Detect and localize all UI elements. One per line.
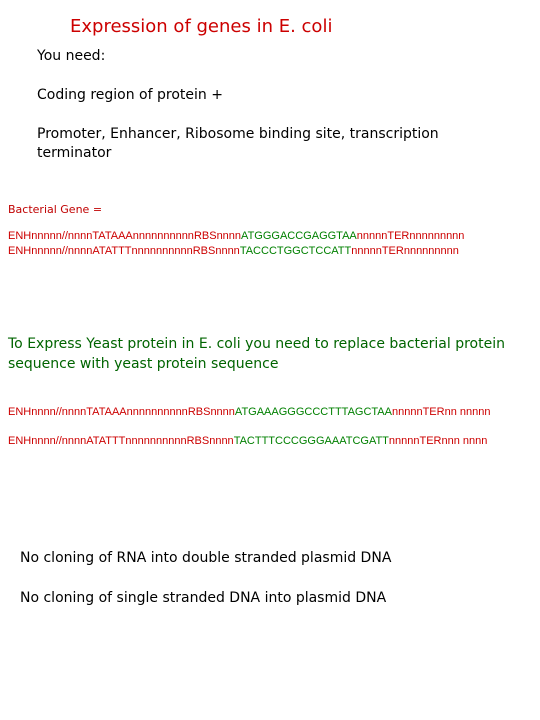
seq-tata: TATAAA <box>92 230 133 242</box>
seq-ter: TER <box>381 245 404 257</box>
express-yeast-text: To Express Yeast protein in E. coli you need to replace bacterial protein sequence with yeast protein sequence <box>8 336 505 372</box>
no-cloning-rna-text: No cloning of RNA into double stranded plasmid DNA <box>20 550 392 566</box>
seq-segment: nnnnn <box>391 406 423 418</box>
seq-rbs: RBS <box>192 245 216 257</box>
seq-segment: nnnn <box>210 406 235 418</box>
seq-segment: nnn nnnn <box>441 435 488 447</box>
seq-coding: TACCCTGGCTCCATT <box>239 245 352 257</box>
seq-segment: nnnnn <box>356 230 388 242</box>
coding-region-text: Coding region of protein + <box>37 87 223 103</box>
seq-segment: nnnnn <box>388 435 420 447</box>
seq-ter: TER <box>419 435 442 447</box>
seq-rbs: RBS <box>186 435 210 447</box>
seq-segment: ENHnnnnn//nnnn <box>8 245 93 257</box>
seq-segment: nnnnn <box>351 245 382 257</box>
seq-segment: nnnn <box>209 435 234 447</box>
promoter-text: Promoter, Enhancer, Ribosome binding site, transcription terminator <box>37 126 439 161</box>
seq-segment: nnnnnnnnnn <box>125 435 187 447</box>
seq-ter: TER <box>422 406 445 418</box>
seq-segment: nnnnnnnnnn <box>126 406 188 418</box>
yeast-sequence-2 <box>8 434 540 449</box>
seq-segment: nnnnnnnnn <box>403 245 459 257</box>
seq-rbs: RBS <box>193 230 217 242</box>
seq-ter: TER <box>387 230 410 242</box>
seq-segment: nn nnnnn <box>444 406 491 418</box>
slide-title: Expression of genes in E. coli <box>70 16 333 37</box>
seq-tata: ATATTT <box>86 435 126 447</box>
seq-coding: ATGAAAGGGCCCTTTAGCTAA <box>234 406 392 418</box>
seq-segment: nnnn <box>216 230 242 242</box>
seq-segment: ENHnnnn//nnnn <box>8 435 87 447</box>
seq-segment: nnnnnnnnnn <box>131 245 193 257</box>
seq-tata: TATAAA <box>86 406 127 418</box>
seq-segment: ENHnnnn//nnnn <box>8 406 87 418</box>
seq-segment: nnnnnnnnn <box>409 230 465 242</box>
seq-segment: nnnnnnnnnn <box>132 230 194 242</box>
seq-segment: nnnn <box>215 245 240 257</box>
bacterial-sequence-2 <box>8 244 459 259</box>
bacterial-sequence-1 <box>8 229 464 244</box>
seq-segment: ENHnnnnn//nnnn <box>8 230 93 242</box>
bacterial-gene-label: Bacterial Gene = <box>8 203 103 216</box>
seq-coding: TACTTTCCCGGGAAATCGATT <box>233 435 389 447</box>
no-cloning-ssdna-text: No cloning of single stranded DNA into plasmid DNA <box>20 590 387 606</box>
seq-coding: ATGGGACCGAGGTAA <box>241 230 357 242</box>
seq-tata: ATATTT <box>92 245 132 257</box>
yeast-sequence-1 <box>8 405 540 420</box>
seq-rbs: RBS <box>187 406 211 418</box>
you-need-label: You need: <box>37 48 106 64</box>
